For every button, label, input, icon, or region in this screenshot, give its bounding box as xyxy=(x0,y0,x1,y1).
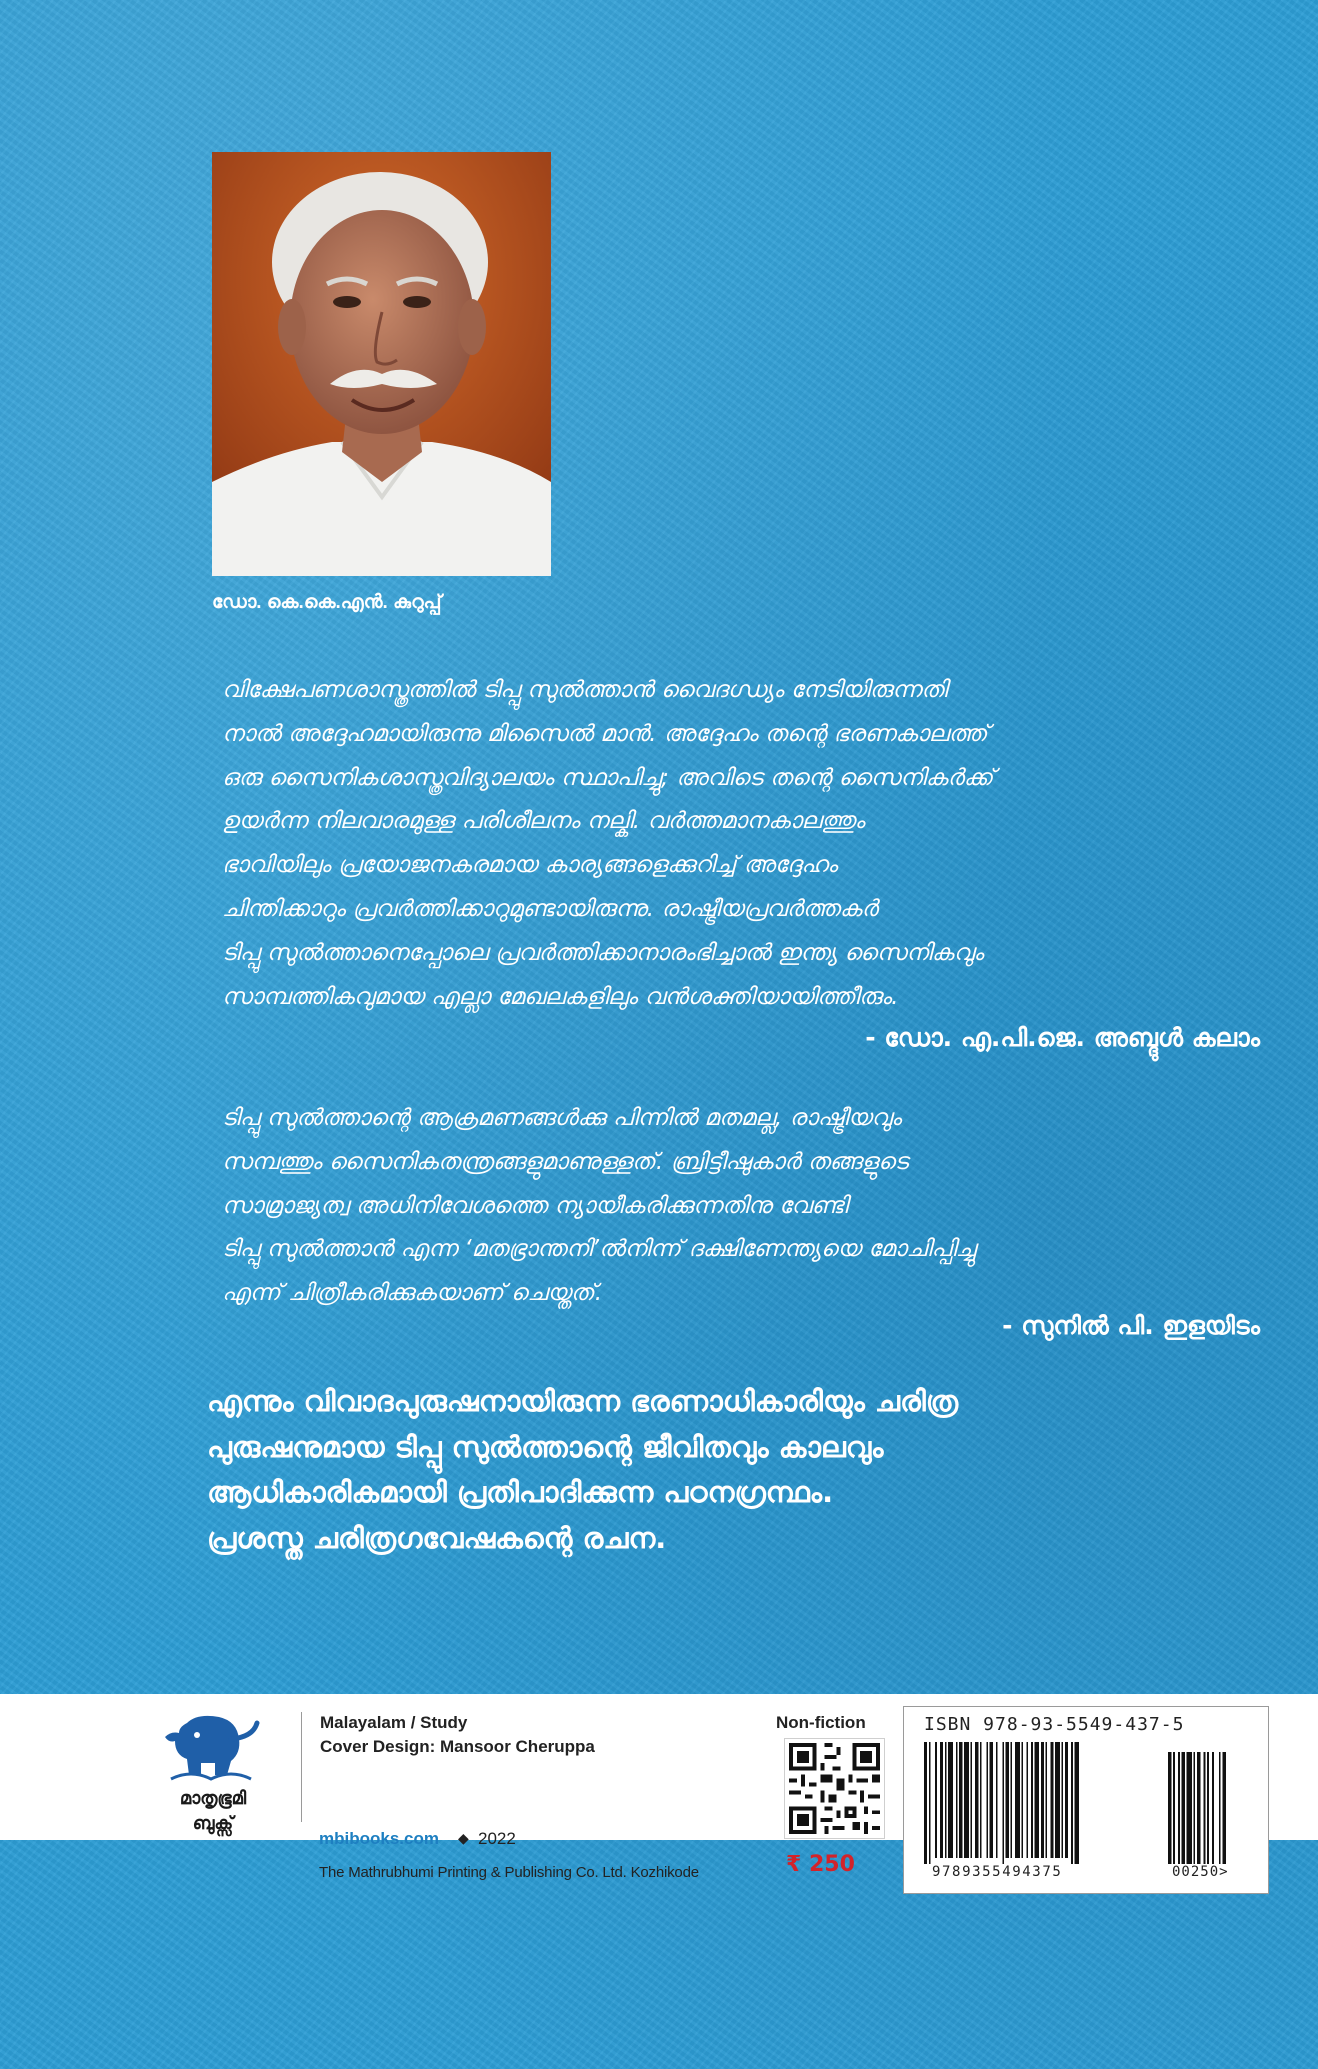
blurb-line: പ്രശസ്ത ചരിത്രഗവേഷകന്റെ രചന. xyxy=(207,1520,667,1555)
cover-designer: Cover Design: Mansoor Cheruppa xyxy=(320,1737,595,1756)
barcode-bar xyxy=(990,1742,993,1858)
quote-line: ഭാവിയിലും പ്രയോജനകരമായ കാര്യങ്ങളെക്കുറിച്ച് അദ്ദേഹം xyxy=(222,852,838,879)
isbn-label: ISBN 978-93-5549-437-5 xyxy=(924,1714,1185,1735)
barcode-bar xyxy=(948,1742,953,1858)
barcode-bar xyxy=(1065,1742,1068,1858)
separator-diamond-icon: ◆ xyxy=(458,1831,469,1847)
barcode-bar xyxy=(1046,1742,1048,1858)
publisher-website: mbibooks.com xyxy=(319,1829,439,1848)
quote-line: സാമ്രാജ്യത്വ അധിനിവേശത്തെ ന്യായീകരിക്കുന്നതിനു വേണ്ടി xyxy=(222,1192,848,1219)
barcode-bar xyxy=(986,1742,988,1858)
barcode-addon-bar xyxy=(1187,1752,1192,1864)
barcode-bar xyxy=(1062,1742,1064,1858)
barcode-bar xyxy=(1002,1742,1004,1864)
barcode-bar xyxy=(996,1742,998,1858)
barcode-addon-bar xyxy=(1173,1752,1175,1864)
barcode-bar xyxy=(1071,1742,1073,1864)
barcode-bar xyxy=(1041,1742,1044,1858)
book-blurb xyxy=(207,1379,1287,1561)
quote-line: ടിപ്പു സുൽത്താന്റെ ആക്രമണങ്ങൾക്കു പിന്നിൽ മതമല്ല, രാഷ്ട്രീയവും xyxy=(222,1105,902,1131)
quote-line: ടിപ്പു സുൽത്താനെപ്പോലെ പ്രവർത്തിക്കാനാരംഭിച്ചാൽ ഇന്ത്യ സൈനികവും xyxy=(222,939,984,966)
barcode-bar xyxy=(1050,1742,1053,1858)
barcode-bar xyxy=(964,1742,969,1858)
publisher-logo-line: മാതൃഭൂമി xyxy=(179,1788,247,1809)
barcode-bar xyxy=(1015,1742,1020,1858)
barcode-bar xyxy=(924,1742,927,1864)
publisher-name: The Mathrubhumi Printing & Publishing Co. Ltd. Kozhikode xyxy=(319,1864,699,1881)
barcode-icon xyxy=(924,1742,1260,1864)
quote-attribution-sunil: - സുനിൽ പി. ഇളയിടം xyxy=(1002,1311,1260,1340)
barcode-addon-bar xyxy=(1178,1752,1180,1864)
barcode-bar xyxy=(940,1742,943,1858)
barcode-bar xyxy=(1034,1742,1039,1858)
barcode-bar xyxy=(980,1742,982,1858)
barcode-bar xyxy=(1031,1742,1033,1858)
barcode-bar xyxy=(959,1742,962,1858)
barcode-bar xyxy=(1022,1742,1024,1858)
barcode-bar xyxy=(956,1742,958,1858)
barcode-addon-bar xyxy=(1219,1752,1221,1864)
barcode-addon-bar xyxy=(1222,1752,1225,1864)
barcode-addon-bar xyxy=(1197,1752,1200,1864)
publisher-logo-line: ബുക്സ് xyxy=(192,1813,234,1834)
publisher-logo-text xyxy=(155,1786,271,1836)
barcode-bar xyxy=(935,1742,937,1858)
barcode-addon-bar xyxy=(1212,1752,1214,1864)
barcode-addon: 00250> xyxy=(1172,1864,1229,1880)
barcode-bar xyxy=(1074,1742,1079,1864)
quote-line: എന്ന് ചിത്രീകരിക്കുകയാണ് ചെയ്തത്. xyxy=(222,1280,603,1307)
footer-divider xyxy=(301,1712,302,1822)
barcode-bar xyxy=(1055,1742,1060,1858)
barcode-bar xyxy=(1006,1742,1009,1858)
barcode-bar xyxy=(970,1742,972,1858)
author-photo xyxy=(212,152,551,576)
barcode-addon-bar xyxy=(1168,1752,1171,1864)
quote-line: സാമ്പത്തികവുമായ എല്ലാ മേഖലകളിലും വൻശക്തിയായിത്തീരും. xyxy=(222,983,899,1010)
barcode-number: 9789355494375 xyxy=(932,1864,1063,1880)
quote-attribution-kalam: - ഡോ. എ.പി.ജെ. അബ്ദുൾ കലാം xyxy=(865,1023,1260,1052)
book-category: Malayalam / Study xyxy=(320,1713,468,1732)
barcode-bar xyxy=(1010,1742,1012,1858)
quote-line: നാൽ അദ്ദേഹമായിരുന്നു മിസൈൽ മാൻ. അദ്ദേഹം തന്റെ ഭരണകാലത്ത് xyxy=(222,720,988,747)
quote-line: ഉയർന്ന നിലവാരമുള്ള പരിശീലനം നല്കി. വർത്തമാനകാലത്തും xyxy=(222,808,865,835)
barcode-bar xyxy=(945,1742,947,1858)
author-caption: ഡോ. കെ.കെ.എൻ. കുറുപ്പ് xyxy=(212,592,442,613)
quote-line: ചിന്തിക്കാറും പ്രവർത്തിക്കാറുമുണ്ടായിരുന്നു. രാഷ്ട്രീയപ്രവർത്തകർ xyxy=(222,895,878,922)
quote-line: ടിപ്പു സുൽത്താൻ എന്ന ‘മതഭ്രാന്തനി’ൽനിന്ന് ദക്ഷിണേന്ത്യയെ മോചിപ്പിച്ചു xyxy=(222,1236,976,1263)
barcode-bar xyxy=(929,1742,931,1864)
genre-label: Non-fiction xyxy=(776,1713,866,1732)
blurb-line: ആധികാരികമായി പ്രതിപാദിക്കുന്ന പഠനഗ്രന്ഥം. xyxy=(207,1475,834,1510)
barcode-addon-bar xyxy=(1194,1752,1196,1864)
barcode-addon-bar xyxy=(1182,1752,1185,1864)
quote-line: വിക്ഷേപണശാസ്ത്രത്തിൽ ടിപ്പു സുൽത്താൻ വൈദഗ്ധ്യം നേടിയിരുന്നതി xyxy=(222,677,948,703)
quote-kalam xyxy=(222,669,1262,1019)
quote-line: ഒരു സൈനികശാസ്ത്രവിദ്യാലയം സ്ഥാപിച്ചു; അവിടെ തന്റെ സൈനികർക്ക് xyxy=(222,764,994,791)
publication-year: 2022 xyxy=(478,1829,516,1848)
barcode-bar xyxy=(1026,1742,1028,1858)
barcode-addon-bar xyxy=(1207,1752,1209,1864)
quote-sunil xyxy=(222,1097,1262,1316)
barcode-addon-bar xyxy=(1204,1752,1206,1864)
qr-code-icon xyxy=(784,1738,885,1839)
quote-line: സമ്പത്തും സൈനികതന്ത്രങ്ങളുമാണുള്ളത്. ബ്രിട്ടീഷുകാർ തങ്ങളുടെ xyxy=(222,1148,909,1175)
barcode-bar xyxy=(975,1742,978,1858)
book-price: ₹ 250 xyxy=(786,1852,855,1877)
blurb-line: പുരുഷനുമായ ടിപ്പു സുൽത്താന്റെ ജീവിതവും കാലവും xyxy=(207,1429,884,1464)
blurb-line: എന്നും വിവാദപുരുഷനായിരുന്ന ഭരണാധികാരിയും ചരിത്ര xyxy=(207,1384,959,1418)
